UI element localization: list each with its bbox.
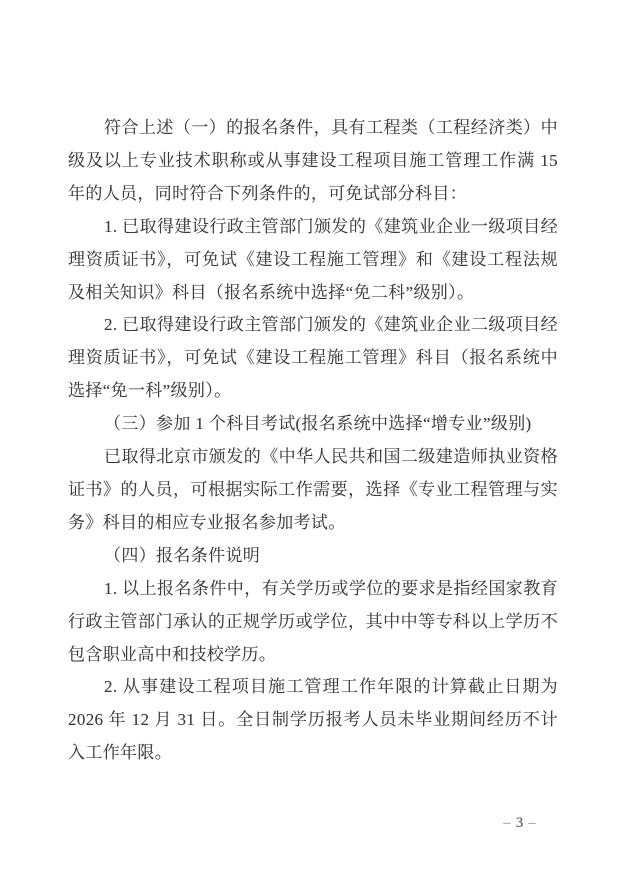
paragraph-exemption-item-1: 1. 已取得建设行政主管部门颁发的《建筑业企业一级项目经理资质证书》，可免试《建设工程施工管理》和《建设工程法规及相关知识》科目（报名系统中选择“免二科”级别）。 [68,216,558,302]
heading-section-4-condition-notes: （四）报名条件说明 [104,545,261,565]
paragraph-note-1-education: 1. 以上报名条件中，有关学历或学位的要求是指经国家教育行政主管部门承认的正规学历或学位，其中中等专科以上学历不包含职业高中和技校学历。 [68,578,558,664]
paragraph-section-3-detail: 已取得北京市颁发的《中华人民共和国二级建造师执业资格证书》的人员，可根据实际工作需要，选择《专业工程管理与实务》科目的相应专业报名参加考试。 [68,447,558,532]
heading-section-3-one-subject-exam: （三）参加 1 个科目考试(报名系统中选择“增专业”级别) [104,414,532,434]
document-body [68,112,558,770]
paragraph-exemption-item-2: 2. 已取得建设行政主管部门颁发的《建筑业企业二级项目经理资质证书》，可免试《建设工程施工管理》科目（报名系统中选择“免一科”级别）。 [68,315,558,401]
page-number-value: 3 [515,815,525,831]
paragraph-eligibility-intro: 符合上述（一）的报名条件，具有工程类（工程经济类）中级及以上专业技术职称或从事建设工程项目施工管理工作满 15 年的人员，同时符合下列条件的，可免试部分科目： [68,118,558,203]
page-number-dash-right: – [528,815,537,831]
page-number [478,813,562,833]
paragraph-note-2-work-years: 2. 从事建设工程项目施工管理工作年限的计算截止日期为 2026 年 12 月 31 日。全日制学历报考人员未毕业期间经历不计入工作年限。 [68,677,558,763]
page-number-dash-left: – [503,815,512,831]
